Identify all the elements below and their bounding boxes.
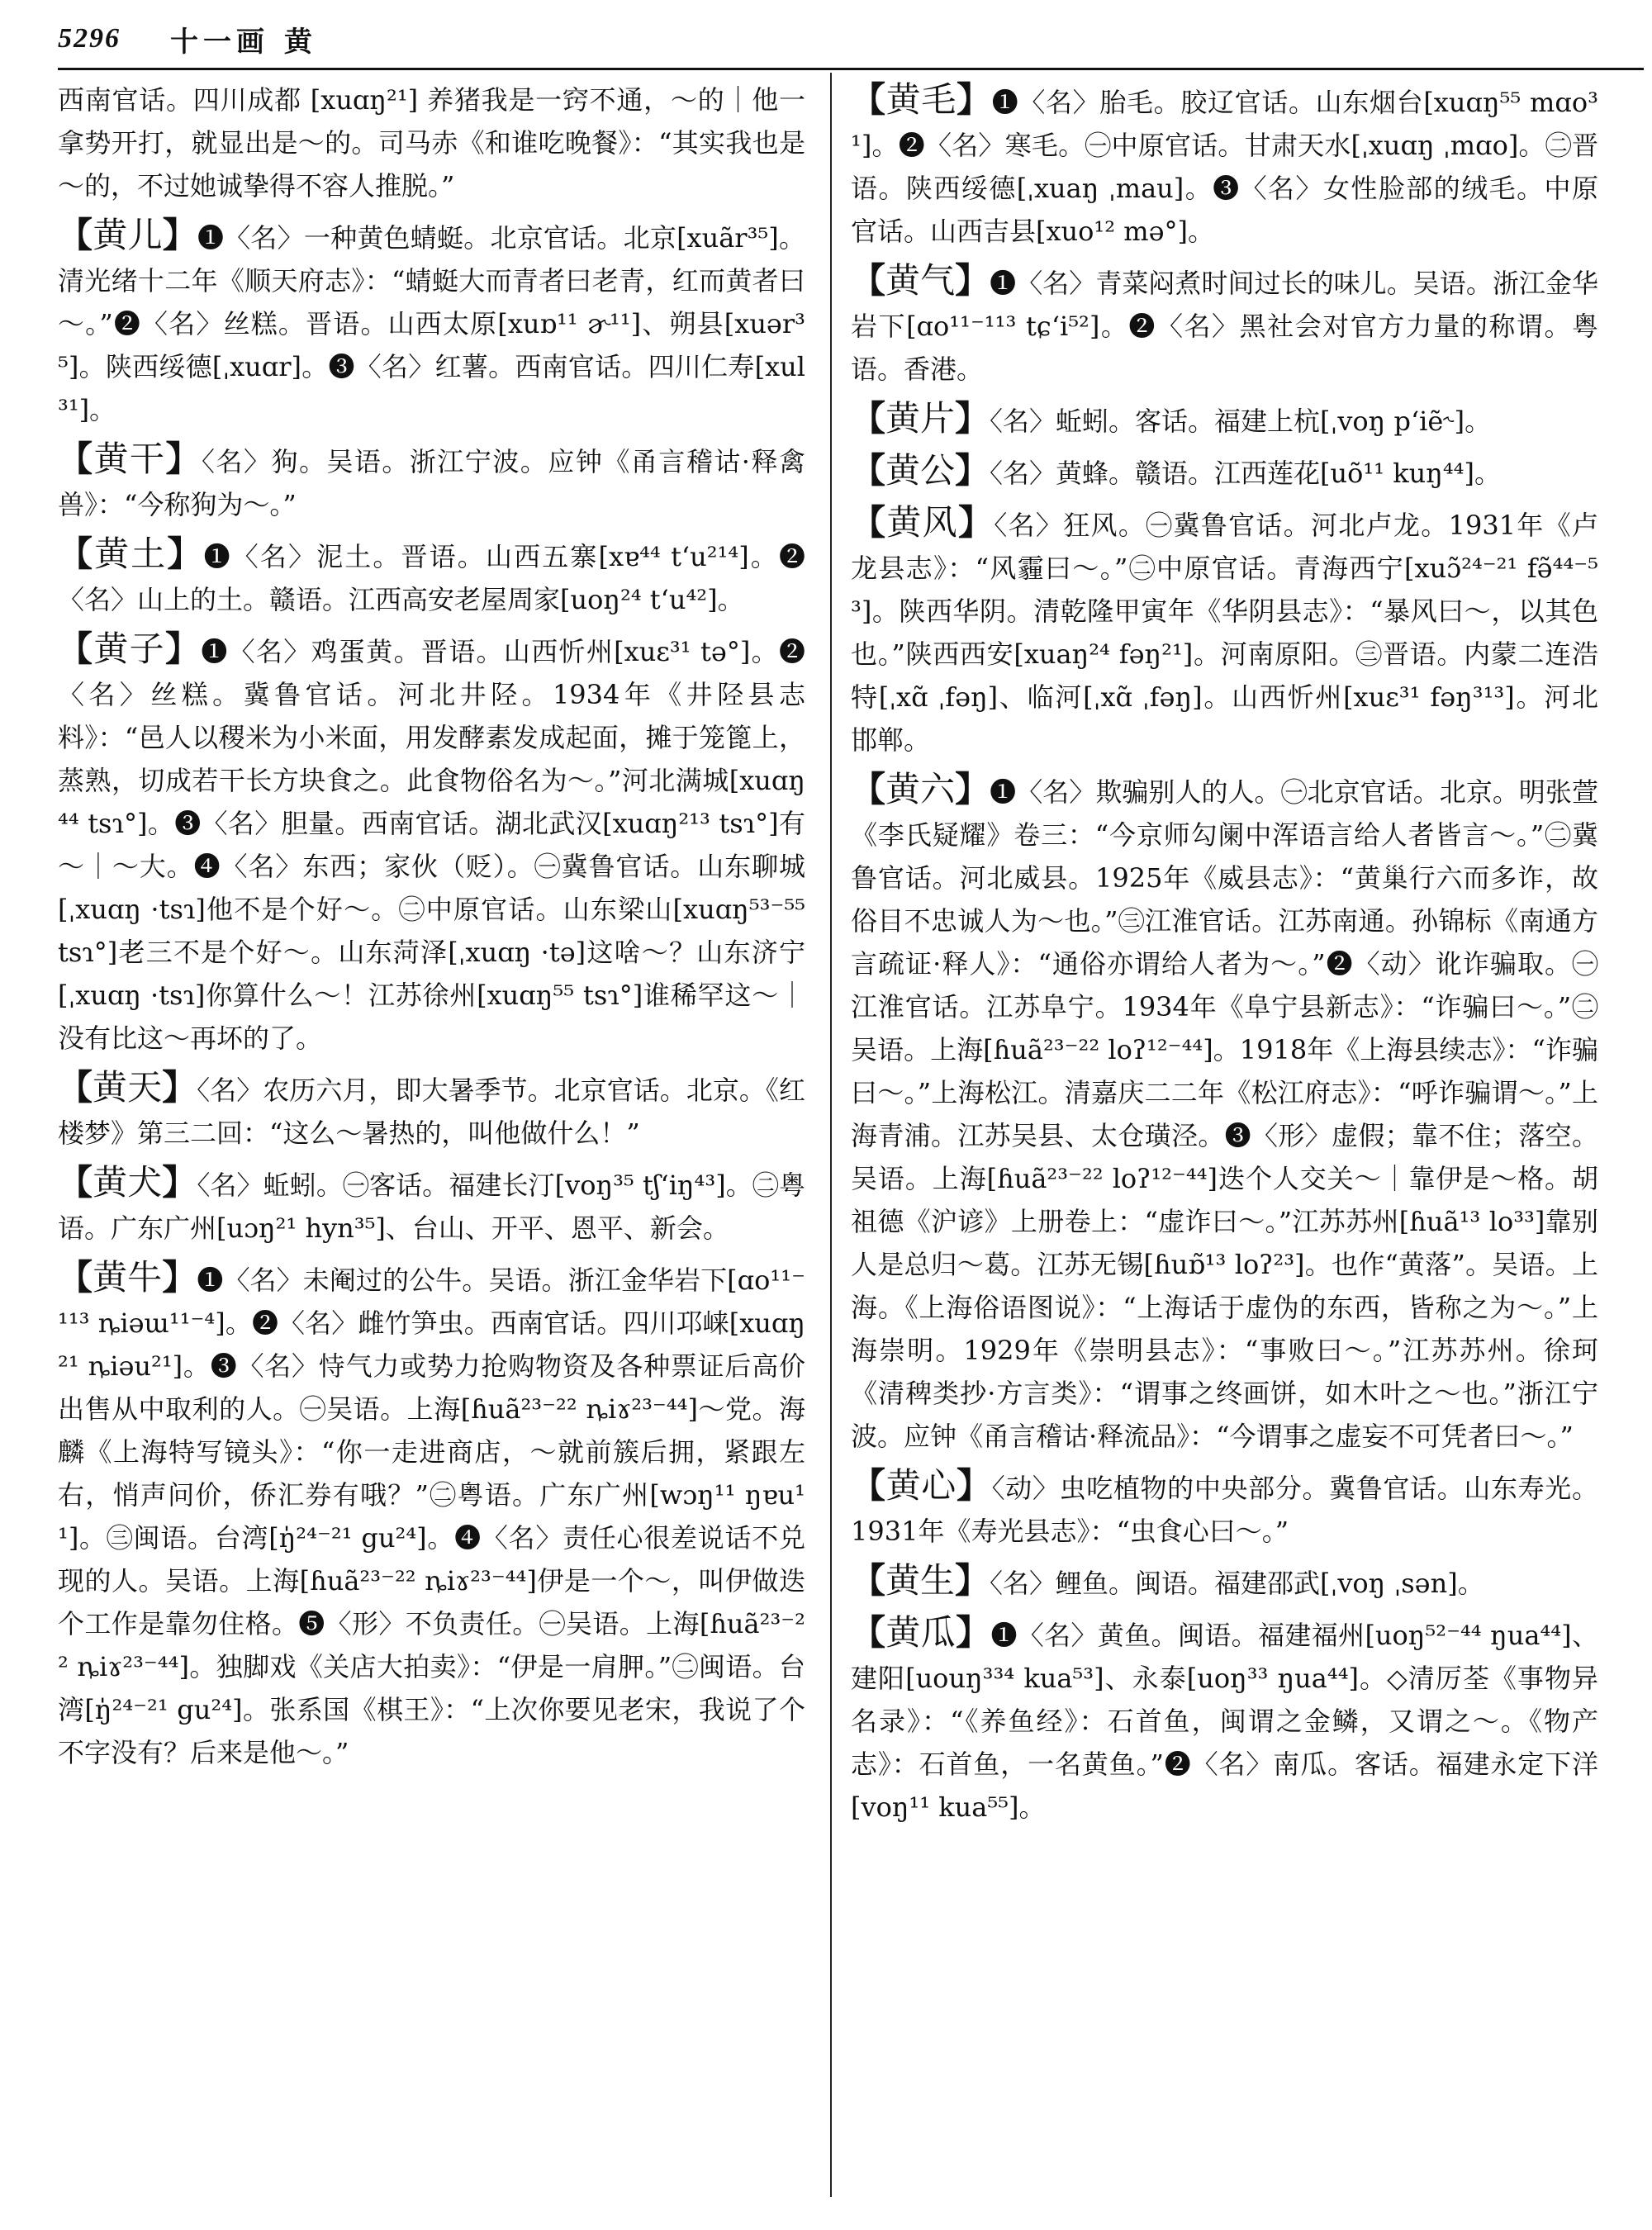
dictionary-entry (58, 78, 805, 207)
right-column (851, 78, 1598, 2222)
entry-headword: 【黄生】 (851, 1560, 990, 1601)
dictionary-entry (58, 1256, 805, 1774)
entry-headword: 【黄心】 (851, 1465, 992, 1506)
entry-definition: ❶〈名〉青菜闷煮时间过长的味儿。吴语。浙江金华岩下[ɑo¹¹⁻¹¹³ tɕ‘i⁵²]。❷〈名〉黑社会对官方力量的称谓。粤语。香港。 (851, 268, 1598, 385)
entry-headword: 【黄干】 (58, 439, 202, 479)
entry-headword: 【黄片】 (851, 398, 990, 439)
left-column (58, 78, 805, 2222)
entry-headword: 【黄风】 (851, 502, 995, 543)
dictionary-entry (851, 259, 1598, 391)
entry-headword: 【黄毛】 (851, 79, 992, 120)
dictionary-entry (851, 501, 1598, 762)
dictionary-entry (58, 438, 805, 526)
entry-definition: ❶〈名〉泥土。晋语。山西五寨[xɐ⁴⁴ t‘u²¹⁴]。❷〈名〉山上的土。赣语。江西高安老屋周家[uoŋ²⁴ t‘u⁴²]。 (58, 541, 805, 615)
entry-definition: 〈名〉狗。吴语。浙江宁波。应钟《甬言稽诂·释禽兽》：“今称狗为～。” (58, 446, 805, 520)
entry-headword: 【黄气】 (851, 260, 990, 301)
entry-headword: 【黄瓜】 (851, 1612, 991, 1653)
dictionary-entry (58, 533, 805, 621)
entry-definition: ❶〈名〉黄鱼。闽语。福建福州[uoŋ⁵²⁻⁴⁴ ŋua⁴⁴]、建阳[uouŋ³³⁴ kua⁵³]、永泰[uoŋ³³ ŋua⁴⁴]。◇清厉荃《事物异名录》：“《养鱼经》：石首鱼，闽谓之金鳞，又谓之～。《物产志》：石首鱼，一名黄鱼。”❷〈名〉南瓜。客话。福建永定下洋[voŋ¹¹ kua⁵⁵]。 (851, 1620, 1598, 1823)
entry-headword: 【黄犬】 (58, 1162, 197, 1203)
dictionary-entry (851, 1464, 1598, 1553)
entry-definition: 〈名〉蚯蚓。客话。福建上杭[ˌvoŋ p‘iẽ˞]。 (990, 406, 1492, 437)
dictionary-entry (851, 1611, 1598, 1829)
entry-headword: 【黄六】 (851, 769, 990, 809)
header-rule (58, 68, 1644, 70)
entry-definition: ❶〈名〉胎毛。胶辽官话。山东烟台[xuɑŋ⁵⁵ mɑo³¹]。❷〈名〉寒毛。㊀中原官话。甘肃天水[ˌxuɑŋ ˌmɑo]。㊁晋语。陕西绥德[ˌxuaŋ ˌmau]。❸〈名〉女性脸部的绒毛。中原官话。山西吉县[xuo¹² mə°]。 (851, 87, 1598, 247)
entry-definition: 西南官话。四川成都 [xuɑŋ²¹] 养猪我是一窍不通，～的｜他一拿势开打，就显出是～的。司马赤《和谁吃晚餐》：“其实我也是～的，不过她诚挚得不容人推脱。” (58, 84, 805, 202)
entry-definition: ❶〈名〉一种黄色蜻蜓。北京官话。北京[xuãr³⁵]。清光绪十二年《顺天府志》：“蜻蜓大而青者曰老青，红而黄者曰～。”❷〈名〉丝糕。晋语。山西太原[xuɒ¹¹ ɚ¹¹]、朔县[xuər³⁵]。陕西绥德[ˌxuɑr]。❸〈名〉红薯。西南官话。四川仁寿[xul³¹]。 (58, 222, 805, 425)
dictionary-entry (851, 78, 1598, 253)
page-header (58, 10, 1627, 68)
entry-definition: ❶〈名〉鸡蛋黄。晋语。山西忻州[xuɛ³¹ tə°]。❷〈名〉丝糕。冀鲁官话。河北井陉。1934年《井陉县志料》：“邑人以稷米为小米面，用发酵素发成起面，摊于笼篦上，蒸熟，切成若干长方块食之。此食物俗名为～。”河北满城[xuɑŋ⁴⁴ tsɿ°]。❸〈名〉胆量。西南官话。湖北武汉[xuɑŋ²¹³ tsɿ°]有～｜～大。❹〈名〉东西；家伙（贬）。㊀冀鲁官话。山东聊城[ˌxuɑŋ ·tsɿ]他不是个好～。㊁中原官话。山东梁山[xuɑŋ⁵³⁻⁵⁵ tsɿ°]老三不是个好～。山东菏泽[ˌxuɑŋ ·tə]这啥～？山东济宁[ˌxuɑŋ ·tsɿ]你算什么～！江苏徐州[xuɑŋ⁵⁵ tsɿ°]谁稀罕这～｜没有比这～再坏的了。 (58, 636, 805, 1054)
page-number: 5296 (58, 23, 121, 54)
column-divider (830, 73, 832, 2197)
dictionary-entry (851, 1559, 1598, 1605)
dictionary-entry (58, 1161, 805, 1250)
section-title: 十一画 黄 (170, 25, 317, 59)
entry-definition: 〈名〉鲤鱼。闽语。福建邵武[ˌvoŋ ˌsən]。 (990, 1568, 1484, 1599)
entry-definition: ❶〈名〉未阉过的公牛。吴语。浙江金华岩下[ɑo¹¹⁻¹¹³ ȵiəɯ¹¹⁻⁴]。❷〈名〉雌竹笋虫。西南官话。四川邛崃[xuɑŋ²¹ ȵiəu²¹]。❸〈名〉恃气力或势力抢购物资及各种票证后高价出售从中取利的人。㊀吴语。上海[ɦuã²³⁻²² ȵiɤ²³⁻⁴⁴]～党。海麟《上海特写镜头》：“你一走进商店，～就前簇后拥，紧跟左右，悄声问价，侨汇券有哦？”㊁粤语。广东广州[wɔŋ¹¹ ŋɐu¹¹]。㊂闽语。台湾[ŋ̍²⁴⁻²¹ gu²⁴]。❹〈名〉责任心很差说话不兑现的人。吴语。上海[ɦuã²³⁻²² ȵiɤ²³⁻⁴⁴]伊是一个～，叫伊做迭个工作是靠勿住格。❺〈形〉不负责任。㊀吴语。上海[ɦuã²³⁻²² ȵiɤ²³⁻⁴⁴]。独脚戏《关店大拍卖》：“伊是一肩胛。”㊁闽语。台湾[ŋ̍²⁴⁻²¹ gu²⁴]。张系国《棋王》：“上次你要见老宋，我说了个不字没有？后来是他～。” (58, 1264, 805, 1768)
entry-headword: 【黄土】 (58, 534, 204, 574)
dictionary-entry (58, 628, 805, 1060)
entry-headword: 【黄牛】 (58, 1257, 197, 1298)
dictionary-entry (851, 397, 1598, 443)
entry-headword: 【黄公】 (851, 450, 990, 491)
entry-definition: 〈名〉狂风。㊀冀鲁官话。河北卢龙。1931年《卢龙县志》：“风霾曰～。”㊁中原官话。青海西宁[xuɔ̃²⁴⁻²¹ fə̃⁴⁴⁻⁵³]。陕西华阴。清乾隆甲寅年《华阴县志》：“暴风曰～，以其色也。”陕西西安[xuaŋ²⁴ fəŋ²¹]。河南原阳。㊂晋语。内蒙二连浩特[ˌxɑ̃ ˌfəŋ]、临河[ˌxɑ̃ ˌfəŋ]。山西忻州[xuɛ³¹ fəŋ³¹³]。河北邯郸。 (851, 510, 1598, 756)
entry-definition: 〈动〉虫吃植物的中央部分。冀鲁官话。山东寿光。1931年《寿光县志》：“虫食心曰～。” (851, 1473, 1598, 1547)
dictionary-entry (851, 768, 1598, 1458)
entry-headword: 【黄天】 (58, 1067, 197, 1108)
dictionary-entry (58, 214, 805, 431)
dictionary-entry (851, 449, 1598, 495)
entry-definition: 〈名〉农历六月，即大暑季节。北京官话。北京。《红楼梦》第三二回：“这么～暑热的，叫他做什么！” (58, 1075, 805, 1149)
entry-headword: 【黄子】 (58, 629, 202, 669)
entry-headword: 【黄儿】 (58, 215, 197, 255)
entry-definition: ❶〈名〉欺骗别人的人。㊀北京官话。北京。明张萱《李氏疑耀》卷三：“今京师勾阑中浑语言给人者皆言～。”㊁冀鲁官话。河北威县。1925年《威县志》：“黄巢行六而多诈，故俗目不忠诚人为～也。”㊂江淮官话。江苏南通。孙锦标《南通方言疏证·释人》：“通俗亦谓给人者为～。”❷〈动〉讹诈骗取。㊀江淮官话。江苏阜宁。1934年《阜宁县新志》：“诈骗曰～。”㊁吴语。上海[ɦuã²³⁻²² loʔ¹²⁻⁴⁴]。1918年《上海县续志》：“诈骗曰～。”上海松江。清嘉庆二二年《松江府志》：“呼诈骗谓～。”上海青浦。江苏吴县、太仓璜泾。❸〈形〉虚假；靠不住；落空。吴语。上海[ɦuã²³⁻²² loʔ¹²⁻⁴⁴]迭个人交关～｜靠伊是～格。胡祖德《沪谚》上册卷上：“虚诈曰～。”江苏苏州[ɦuã¹³ lo³³]靠别人是总归～葛。江苏无锡[ɦuɒ̃¹³ loʔ²³]。也作“黄落”。吴语。上海。《上海俗语图说》：“上海话于虚伪的东西，皆称之为～。”上海崇明。1929年《崇明县志》：“事败曰～。”江苏苏州。徐珂《清稗类抄·方言类》：“谓事之终画饼，如木叶之～也。”浙江宁波。应钟《甬言稽诂·释流品》：“今谓事之虚妄不可凭者曰～。” (851, 776, 1598, 1452)
entry-definition: 〈名〉黄蜂。赣语。江西莲花[uõ¹¹ kuŋ⁴⁴]。 (990, 458, 1501, 489)
entry-definition: 〈名〉蚯蚓。㊀客话。福建长汀[voŋ³⁵ tʃ‘iŋ⁴³]。㊁粤语。广东广州[uɔŋ²¹ hyn³⁵]、台山、开平、恩平、新会。 (58, 1170, 805, 1244)
dictionary-entry (58, 1066, 805, 1155)
